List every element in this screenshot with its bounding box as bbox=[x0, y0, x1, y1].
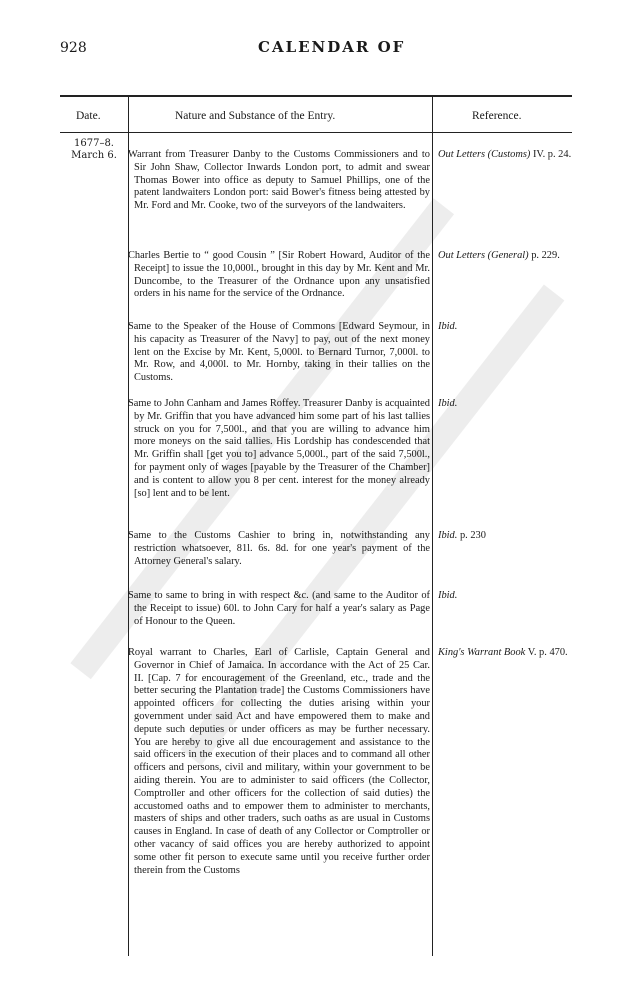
reference-source: Ibid. bbox=[438, 530, 458, 541]
entry-6-reference bbox=[438, 590, 572, 603]
date-day: March 6. bbox=[71, 150, 117, 161]
page-number: 928 bbox=[60, 40, 87, 56]
reference-page: V. p. 470. bbox=[525, 647, 568, 658]
reference-source: Ibid. bbox=[438, 398, 458, 409]
entry-4 bbox=[128, 398, 430, 500]
reference-source: King's Warrant Book bbox=[438, 647, 526, 658]
entry-5-reference bbox=[438, 530, 572, 543]
reference-page: p. 230 bbox=[457, 530, 486, 541]
reference-source: Out Letters (General) bbox=[438, 250, 529, 261]
entry-5 bbox=[128, 530, 430, 568]
entry-text: Royal warrant to Charles, Earl of Carlisle, Captain General and Governor in Chief of Jamaica. In accordance with the Act of 25 Car. II. [Cap. 7 for encouragement of the Greenland, etc., trade and the better securing the Plantation trade] the Customs Commissioners have appointed officers for collecting the duties arising within your government under said Act and have empowered them to make and depute such deputies or under officers as may be further necessary. You are hereby to give all due encouragement and assistance to the said officers in the execution of their places and to command all other officers and persons, civil and military, within your government to be aiding therein. You are to administer to said officers (the Collector, Comptroller and other officers for the collection of said duties) the accustomed oaths and to empower them to administer to merchants, masters of ships and other traders, such oaths as are usual in Customs causes in England. In case of death of any Collector or Comptroller or other vacancy of said offices you are hereby authorized to appoint some other fit person to execute same until you receive further order therein from the Customs bbox=[128, 647, 430, 876]
column-header-nature: Nature and Substance of the Entry. bbox=[175, 110, 336, 122]
reference-page: IV. p. 24. bbox=[530, 149, 572, 160]
entry-text: Same to the Speaker of the House of Commons [Edward Seymour, in his capacity as Treasurer of the Navy] to pay, out of the next money lent on the Excise by Mr. Kent, 5,000l. to Bernard Turnor, 7,000l. to Mr. Row, and 4,000l. to Mr. Hornby, taking in their tallies on the Customs. bbox=[128, 321, 430, 384]
header-bottom-rule bbox=[60, 132, 572, 133]
header-top-rule bbox=[60, 95, 572, 97]
entry-text: Same to same to bring in with respect &c. (and same to the Auditor of the Receipt to issue) 60l. to John Cary for half a year's salary as Page of Honour to the Queen. bbox=[128, 590, 430, 627]
entry-1-reference bbox=[438, 149, 572, 162]
reference-source: Out Letters (Customs) bbox=[438, 149, 531, 160]
entry-6 bbox=[128, 590, 430, 628]
column-divider-reference bbox=[432, 96, 433, 956]
entry-1 bbox=[128, 149, 430, 213]
entry-7 bbox=[128, 647, 430, 877]
date-year: 1677–8. bbox=[74, 138, 114, 149]
entry-text: Charles Bertie to “ good Cousin ” [Sir Robert Howard, Auditor of the Receipt] to issue the 10,000l., brought in this day by Mr. Kent and Mr. Duncombe, to the Treasurer of the Ordnance upon any unsatisfied orders in his name for the service of the Ordnance. bbox=[128, 250, 430, 300]
entry-text: Same to the Customs Cashier to bring in, notwithstanding any restriction whatsoever, 81l. 6s. 8d. for one year's payment of the Attorney General's salary. bbox=[128, 530, 430, 567]
entry-2 bbox=[128, 250, 430, 301]
entry-text: Same to John Canham and James Roffey. Treasurer Danby is acquainted by Mr. Griffin that you have advanced him some part of his last tallies struck on you for 7,500l., and that you are willing to advance him more moneys on the said tallies. His Lordship has condescended that Mr. Griffin shall [get you to] advance 5,000l., part of the said 7,500l., for payment only of wages [payable by the Treasurer of the Chamber] and is content to allow you 8 per cent. interest for the money already [so] lent and to be lent. bbox=[128, 398, 430, 499]
entry-text: Warrant from Treasurer Danby to the Customs Commissioners and to Sir John Shaw, Collector Inwards London port, to admit and swear Thomas Bower into office as deputy to Samuel Phillips, one of the patent landwaiters London port: said Bower's fitness being attested by Mr. Ford and Mr. Cooke, two of the surveyors of the landwaiters. bbox=[128, 149, 430, 212]
entry-4-reference bbox=[438, 398, 572, 411]
reference-page: p. 229. bbox=[528, 250, 560, 261]
running-head: CALENDAR OF bbox=[258, 38, 406, 56]
entry-7-reference bbox=[438, 647, 572, 660]
entry-2-reference bbox=[438, 250, 572, 263]
reference-source: Ibid. bbox=[438, 321, 458, 332]
column-header-date: Date. bbox=[76, 110, 101, 122]
column-header-reference: Reference. bbox=[472, 110, 522, 122]
reference-source: Ibid. bbox=[438, 590, 458, 601]
entry-3-reference bbox=[438, 321, 572, 334]
entry-3 bbox=[128, 321, 430, 385]
